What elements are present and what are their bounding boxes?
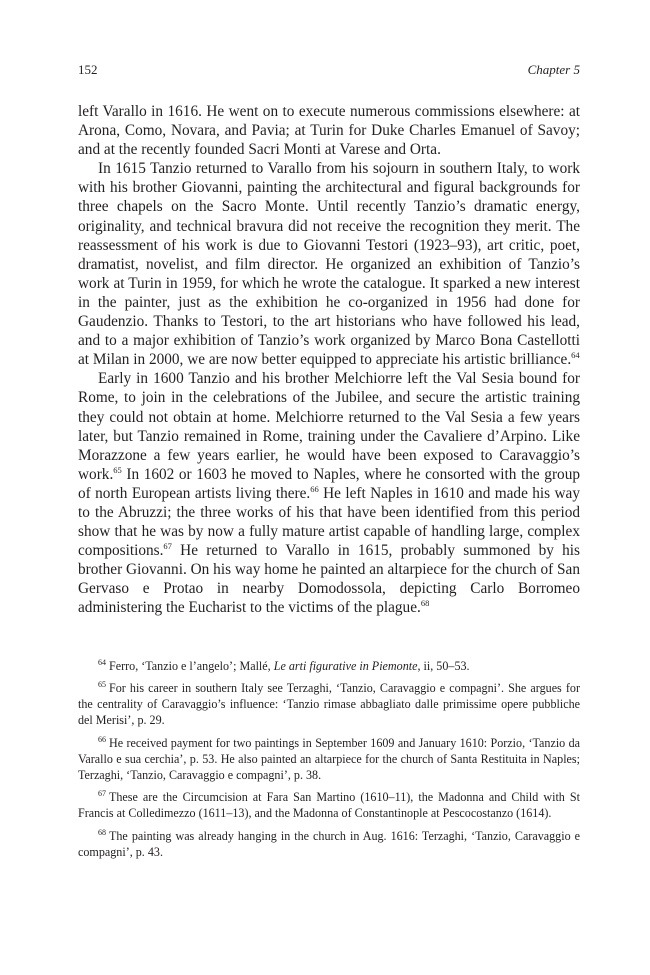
footnote-number: 64 [98, 658, 106, 667]
main-text [78, 102, 580, 618]
chapter-title: Chapter 5 [527, 62, 580, 77]
footnote-text: These are the Circumcision at Fara San Martino (1610–11), the Madonna and Child with St Francis at Colledimezzo (1611–13), and the Madonna of Constantinople at Pescocostanzo (1614). [78, 790, 580, 821]
footnote-ref[interactable]: 65 [113, 464, 122, 475]
footnote-ref[interactable]: 66 [310, 483, 319, 494]
footnote-ref[interactable]: 67 [163, 541, 172, 552]
footnote-text: For his career in southern Italy see Terzaghi, ‘Tanzio, Caravaggio e compagni’. She argues for the centrality of Caravaggio’s influence: ‘Tanzio rimase abbagliato dalle primissime opere pubbliche del Merisi’, p. 29. [78, 681, 580, 728]
footnote-ref[interactable]: 68 [420, 598, 430, 609]
footnote-ref[interactable]: 64 [571, 350, 580, 361]
footnote-text: The painting was already hanging in the church in Aug. 1616: Terzaghi, ‘Tanzio, Caravaggio e compagni’, p. 43. [78, 828, 580, 859]
footnote [78, 680, 580, 728]
paragraph-text: Early in 1600 Tanzio and his brother Melchiorre left the Val Sesia bound for Rome, to join in the celebrations of the Jubilee, and secure the artistic training they could not obtain at home. Melchiorre returned to the Val Sesia a few years later, but Tanzio remained in Rome, training under the Cavaliere d’Arpino. Like Morazzone a few years earlier, he would have been exposed to Caravaggio’s work. [78, 370, 580, 483]
paragraph [78, 159, 580, 369]
page-number: 152 [78, 62, 98, 77]
paragraph [78, 102, 580, 159]
paragraph [78, 369, 580, 617]
footnote [78, 828, 580, 860]
footnote [78, 735, 580, 783]
paragraph-text: left Varallo in 1616. He went on to execute numerous commissions elsewhere: at Arona, Como, Novara, and Pavia; at Turin for Duke Charles Emanuel of Savoy; and at the recently founded Sacri Monti at Varese and Orta. [78, 103, 580, 159]
footnote-number: 66 [98, 734, 106, 744]
footnote [78, 789, 580, 821]
paragraph-text: He left Naples in 1610 and made his way to the Abruzzi; the three works of his that have been identified from this period show that he was by now a fully mature artist capable of handling large, complex compositions. [78, 484, 580, 560]
paragraph-text: In 1602 or 1603 he moved to Naples, where he consorted with the group of north European artists living there. [78, 465, 580, 502]
footnote-number: 67 [98, 789, 106, 799]
footnote-text: Ferro, ‘Tanzio e l’angelo’; Mallé, [109, 659, 274, 673]
footnotes [78, 658, 580, 866]
footnote-text: , ii, 50–53. [417, 659, 470, 673]
footnote-number: 65 [98, 680, 106, 690]
footnote-number: 68 [98, 827, 106, 837]
paragraph-text: He returned to Varallo in 1615, probably summoned by his brother Giovanni. On his way home he painted an altarpiece for the church of San Gervaso e Protao in nearby Domodossola, depicting Carlo Borromeo administering the Eucharist to the victims of the plague. [78, 542, 580, 617]
paragraph-text: In 1615 Tanzio returned to Varallo from his sojourn in southern Italy, to work with his brother Giovanni, painting the architectural and figural backgrounds for three chapels on the Sacro Monte. Until recently Tanzio’s dramatic energy, originality, and technical bravura did not receive the recognition they merit. The reassessment of his work is due to Giovanni Testori (1923–93), art critic, poet, dramatist, novelist, and film director. He organized an exhibition of Tanzio’s work at Turin in 1959, for which he wrote the catalogue. It sparked a new interest in the painter, just as the exhibition he co-organized in 1956 had done for Gaudenzio. Thanks to Testori, to the art historians who have followed his lead, and to a major exhibition of Tanzio’s work organized by Marco Bona Castellotti at Milan in 2000, we are now better equipped to appreciate his artistic brilliance. [78, 160, 580, 369]
footnote-text: He received payment for two paintings in September 1609 and January 1610: Porzio, ‘Tanzio da Varallo e sua cerchia’, p. 53. He also painted an altarpiece for the church of Santa Restituita in Naples; Terzaghi, ‘Tanzio, Caravaggio e compagni’, p. 38. [78, 735, 580, 782]
footnote [78, 658, 580, 674]
footnote-title: Le arti figurative in Piemonte [273, 659, 418, 673]
